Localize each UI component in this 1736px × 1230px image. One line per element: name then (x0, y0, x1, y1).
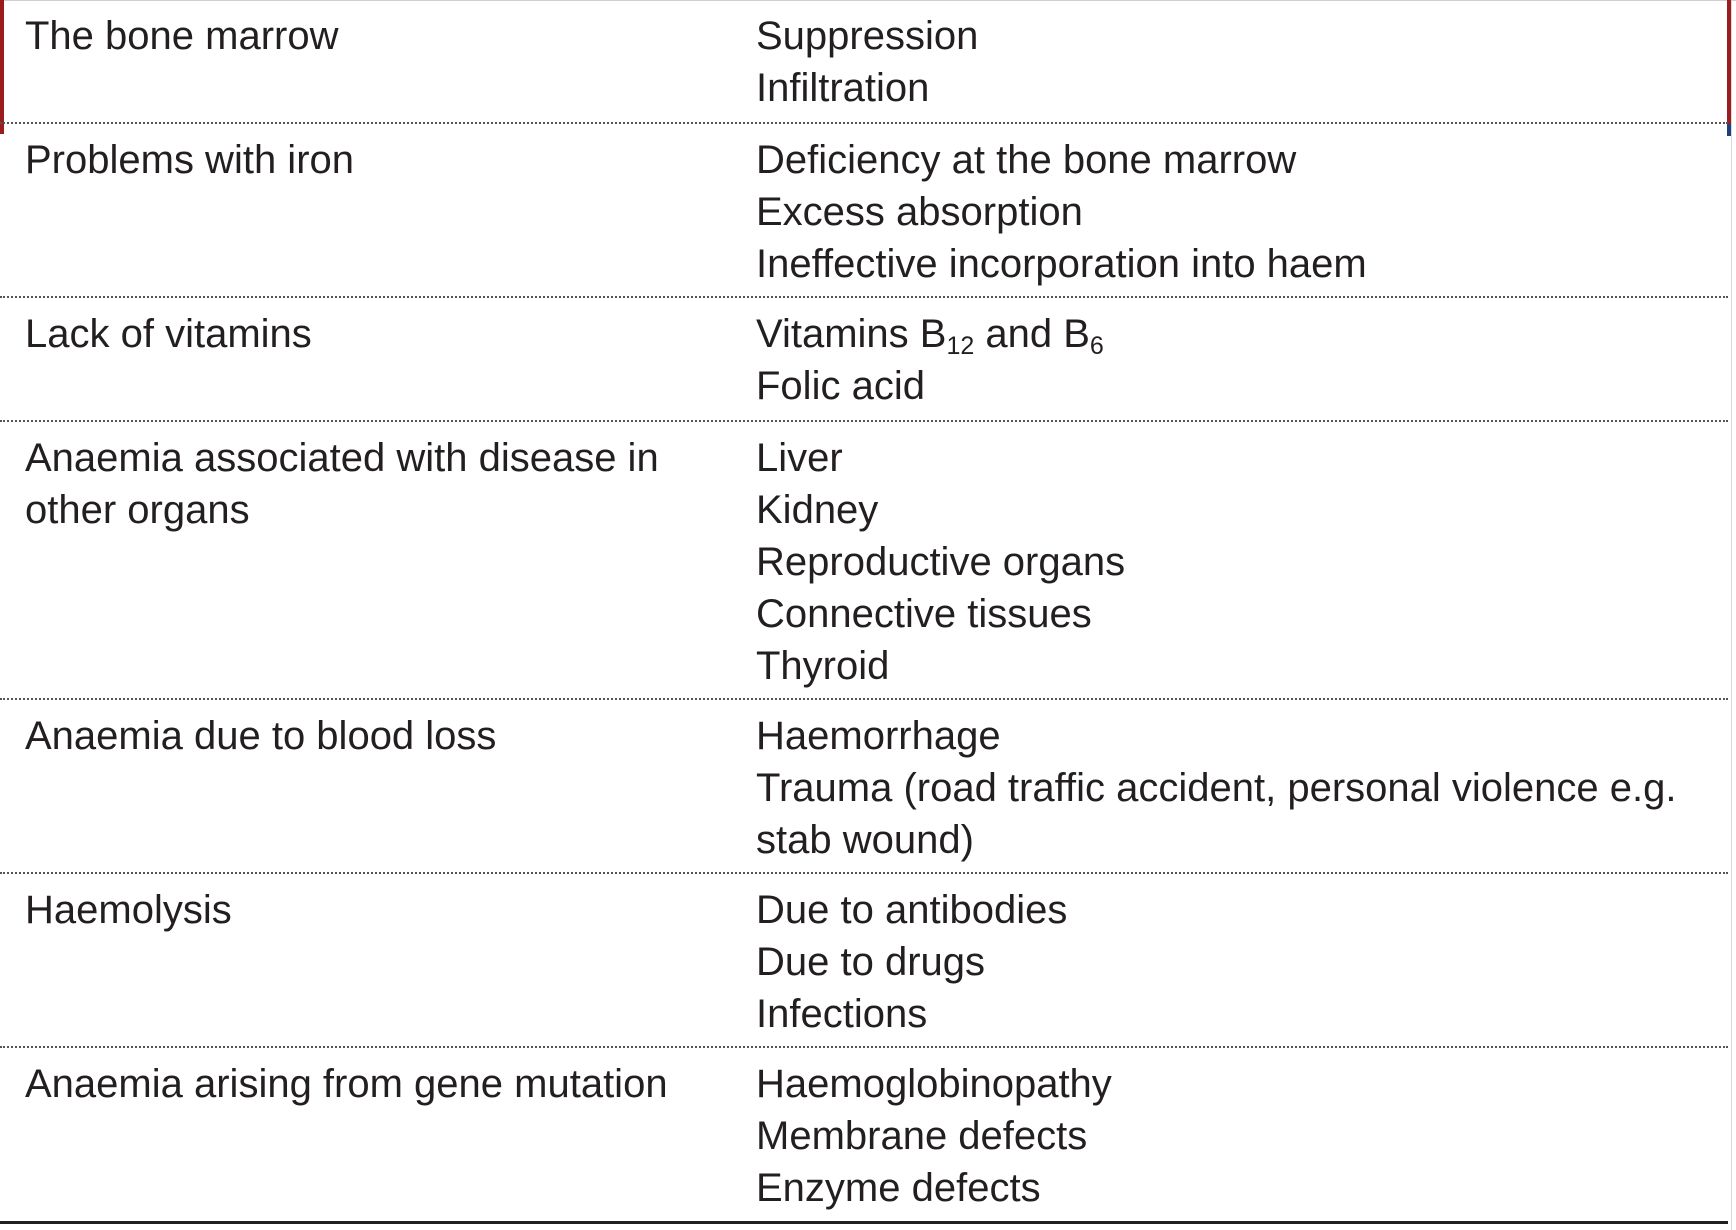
cause-item: Membrane defects (756, 1114, 1088, 1158)
causes-cell (756, 134, 1706, 290)
category-text: Anaemia associated with disease in other organs (25, 436, 659, 532)
cause-item: Ineffective incorporation into haem (756, 242, 1367, 286)
causes-cell (756, 1058, 1706, 1214)
table-row (0, 124, 1728, 298)
causes-cell (756, 10, 1706, 114)
cause-item: Haemorrhage (756, 714, 1001, 758)
cause-item: Excess absorption (756, 190, 1083, 234)
cause-item: Liver (756, 436, 843, 480)
table-row (0, 0, 1728, 124)
cause-item: Connective tissues (756, 592, 1092, 636)
table-row (0, 700, 1728, 874)
category-text: Lack of vitamins (25, 312, 312, 356)
table-row (0, 422, 1728, 700)
causes-cell (756, 884, 1706, 1040)
cause-item-vitamins (756, 308, 1706, 360)
category-cell (25, 710, 715, 762)
cause-item: Reproductive organs (756, 540, 1126, 584)
cause-item: Deficiency at the bone marrow (756, 138, 1297, 182)
category-text: The bone marrow (25, 14, 339, 58)
category-cell (25, 10, 715, 62)
causes-cell (756, 308, 1706, 412)
cause-item: Infections (756, 992, 928, 1036)
subscript-6: 6 (1089, 332, 1104, 360)
subscript-12: 12 (946, 332, 975, 360)
category-cell (25, 1058, 715, 1110)
cause-item: Trauma (road traffic accident, personal violence e.g. stab wound) (756, 766, 1677, 862)
category-cell (25, 134, 715, 186)
category-cell (25, 432, 715, 536)
causes-cell (756, 710, 1706, 866)
category-text: Anaemia arising from gene mutation (25, 1062, 668, 1106)
cause-item: Infiltration (756, 66, 930, 110)
table-row (0, 298, 1728, 422)
cause-item: Suppression (756, 14, 979, 58)
category-text: Anaemia due to blood loss (25, 714, 497, 758)
cause-item: Haemoglobinopathy (756, 1062, 1112, 1106)
category-text: Haemolysis (25, 888, 232, 932)
table-row (0, 1048, 1728, 1224)
vitamins-middle: and B (974, 312, 1090, 356)
cause-item: Due to antibodies (756, 888, 1068, 932)
table-row (0, 874, 1728, 1048)
causes-cell (756, 432, 1706, 692)
cause-item: Thyroid (756, 644, 890, 688)
cause-item: Due to drugs (756, 940, 986, 984)
right-edge-line (1731, 0, 1732, 1230)
category-text: Problems with iron (25, 138, 355, 182)
cause-item: Kidney (756, 488, 879, 532)
vitamins-prefix: Vitamins B (756, 312, 947, 356)
category-cell (25, 308, 715, 360)
cause-item: Folic acid (756, 364, 925, 408)
category-cell (25, 884, 715, 936)
cause-item: Enzyme defects (756, 1166, 1041, 1210)
